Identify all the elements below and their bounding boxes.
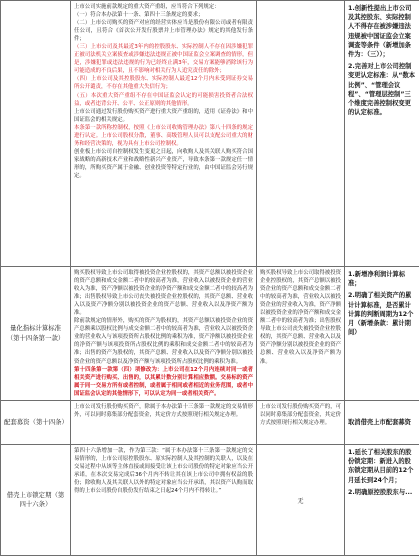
revised-text-cell (257, 267, 345, 401)
original-text-cell (71, 267, 257, 401)
table-row (1, 1, 419, 267)
paragraph: 除前款规定的情形外，购买的资产为股权的，其资产总额以被投资企业的资产总额乘以股权比例与成交金额二者中的较高者为准，营业收入以被投资企业的营业收入与该项投资所占股权比例的乘积为准，资产净额以被投资企业的净资产额与该项投资所占股权比例的乘积和成交金额二者中的较高者为准；出售的资产为股权的，其资产总额、营业收入以及资产净额分别以被投资企业的资产总额以及净资产额与该项投资所占股权比例的乘积为准。 (74, 317, 253, 365)
category-cell: 配套募资（第十四条） (1, 401, 71, 445)
analysis-point: 2.明确了相关资产的累计计算标准，是否累计计算的判断周期为12个月（新增条款：累计期间） (348, 291, 416, 337)
original-text-cell (71, 401, 257, 445)
table-row (1, 445, 419, 556)
analysis-cell (345, 401, 419, 445)
analysis-point: 取消借壳上市配套募资 (348, 418, 416, 427)
revised-text-cell (257, 1, 345, 267)
table-row (1, 401, 419, 445)
highlighted-paragraph: 第十四条第一款第（四）项修改为：上市公司在12个月内连续对同一或者相关资产进行购买、出售的，以其累计数分别计算相应数额。交易标的资产属于同一交易方所有或者控制，或者属于相同或者相近的业务范围，或者中国证监会认定的其他情形下，可以认定为同一或者相关资产。 (74, 366, 253, 398)
analysis-point: 2.明确原控股股东与... (348, 488, 416, 497)
highlighted-paragraph: （四）上市公司及其控股股东、实际控制人最近12个月内未受到证券交易所公开谴责，不存在其他重大失信行为； (74, 75, 253, 91)
analysis-cell (345, 445, 419, 556)
paragraph: 上市公司实施前款规定的重大资产重组，应当符合下列规定： (74, 3, 253, 11)
analysis-point: 1.创新性提出上市公司及其控股东、实际控制人不得存在被涉嫌违法违规被中国证监会立案调查等条件（新增加条件为：（三））； (348, 4, 416, 59)
paragraph: （二）上市公司购买的资产对应的经营实体应当是股份有限公司或者有限责任公司，且符合《首次公开发行股票并上市管理办法》规定的其他发行条件； (74, 19, 253, 43)
analysis-point: 1.延长了相关股东的股份锁定期：新进入的股东锁定期从目前的12个月延长到24个月； (348, 448, 416, 485)
paragraph: 购买股权导致上市公司取得被投资企业控股权的，其资产总额以被投资企业的资产总额和成交金额二者中的较高者为准，营业收入以被投资企业的营业收入为准，资产净额以被投资企业的净资产额和成交金额二者中的较高者为准；出售股权导致上市公司丧失被投资企业控股权的，其资产总额、营业收入以及资产净额分别以被投资企业的资产总额、营业收入以及净资产额为准。 (74, 269, 253, 317)
category-cell (1, 1, 71, 267)
analysis-point: 2.完善对上市公司控制变更认定标准：从“数本比例”、“管理会议程”、“管理层控制”三个维度完善控制权变更的认定标准。 (348, 62, 416, 117)
highlighted-paragraph: （五）本次重大资产重组不存在中国证监会认定的可能损害投资者合法权益，或者违背公开、公平、公正原则的其他情形。 (74, 92, 253, 108)
paragraph: 上市公司发行股份购买资产，除属于本办法第十三条第一款规定的交易情形外，可以同时募集部分配套资金，其定价方式按照现行相关规定办理。 (74, 403, 253, 419)
category-cell: 借壳上市锁定期（第四十六条） (1, 445, 71, 556)
analysis-cell (345, 1, 419, 267)
table-row (1, 267, 419, 401)
revised-text-cell: 无 (257, 445, 345, 556)
paragraph: 创业板上市公司自控制权发生变更之日起，向收购人及其关联人购买符合国家战略的高新技术产业和战略性新兴产业资产，导致本条第一款规定任一情形的，所购买资产属于金融、创业投资等特定行业的，由中国证监会另行规定。 (74, 148, 253, 180)
revised-text-cell (257, 401, 345, 445)
paragraph: 第四十六条增加一款，作为第三款：“属于本办法第十三条第一款规定的交易情形的，上市公司原控股股东、原实际控制人及其控制的关联人，以及在交易过程中从该等主体直接或间接受让该上市公司股份的特定对象应当公开承诺，在本次交易完成后36个月内不转让其在该上市公司中拥有权益的股份；除收购人及其关联人以外的特定对象应当公开承诺，其以资产认购而取得的上市公司股份自股份发行结束之日起24个月内不得转让。” (74, 447, 253, 495)
paragraph: 上市公司通过发行股份购买资产进行重大资产重组的，适用《证券法》和中国证监会的相关规定。 (74, 108, 253, 124)
original-text-cell (71, 445, 257, 556)
analysis-point: 1.新增净利润计算标准； (348, 270, 416, 288)
analysis-cell (345, 267, 419, 401)
paragraph: 购买股权导致上市公司取得被投资企业控股权的，其资产总额以被投资企业的资产总额和成交金额二者中的较高者为准，营业收入以被投资企业的营业收入为准，资产净额以被投资企业的净资产额和成交金额二者中的较高者为准；出售股权导致上市公司丧失被投资企业控股权的，其资产总额、营业收入以及资产净额分别以被投资企业的资产总额、营业收入以及净资产额为准。 (260, 269, 341, 366)
paragraph: 上市公司发行股份购买资产的，可以同时募集部分配套资金，其定价方式按照现行相关规定办理。 (260, 403, 341, 427)
highlighted-paragraph: 本条第一款所称控制权，按照《上市公司收购管理办法》第八十四条的规定进行认定。上市公司股权分散，董事、高级管理人员可以支配公司重大的财务和经营决策的，视为具有上市公司控制权。 (74, 124, 253, 148)
category-cell: 量化指标计算标准（第十四条第一款） (1, 267, 71, 401)
highlighted-paragraph: （三）上市公司及其最近3年内的控股股东、实际控制人不存在因涉嫌犯罪正被司法机关立案侦查或涉嫌违法违规正被中国证监会立案调查的情形，但是，涉嫌犯罪或违法违规的行为已经终止满3年，交易方案能够消除该行为可能造成的不良后果，且不影响对相关行为人追究责任的除外； (74, 43, 253, 75)
original-text-cell (71, 1, 257, 267)
paragraph: （一）符合本办法第十一条、第四十三条规定的要求； (74, 11, 253, 19)
